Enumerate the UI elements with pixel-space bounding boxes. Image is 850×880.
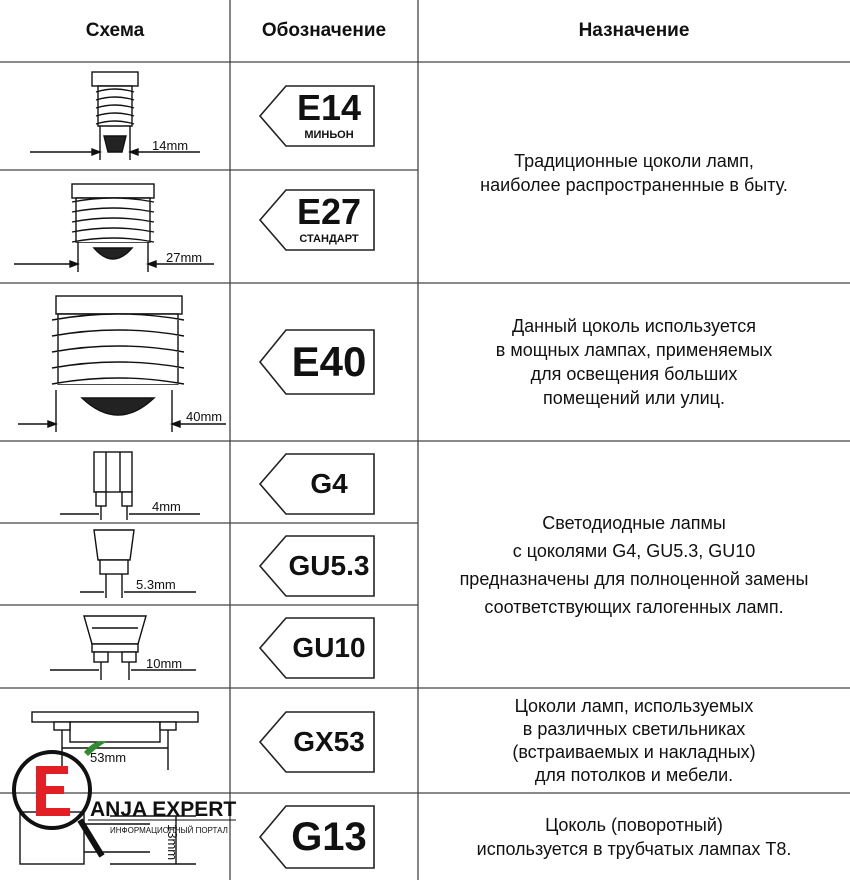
desc-line: наиболее распространенные в быту. xyxy=(480,174,788,195)
dimension-e14: 14mm xyxy=(152,138,189,153)
desc-line: Цоколь (поворотный) xyxy=(545,814,723,835)
dimension-gx53: 53mm xyxy=(90,750,127,765)
description-g13 xyxy=(418,793,850,880)
tag-g4 xyxy=(256,454,376,514)
desc-line: для потолков и мебели. xyxy=(534,764,734,785)
desc-line: помещений или улиц. xyxy=(543,388,725,408)
dimension-g13: 13mm xyxy=(165,824,180,861)
desc-line: для освещения больших xyxy=(530,364,738,384)
description-e40 xyxy=(418,283,850,441)
header-purpose: Назначение xyxy=(578,20,690,41)
tag-code: E40 xyxy=(291,338,367,385)
desc-line: в мощных лампах, применяемых xyxy=(495,340,773,360)
header-designation: Обозначение xyxy=(261,20,387,41)
tag-code: GU10 xyxy=(292,632,366,663)
tag-code: G4 xyxy=(310,468,348,499)
tag-code: E27 xyxy=(296,191,362,232)
tag-e14 xyxy=(256,86,376,146)
tag-g13 xyxy=(256,806,376,868)
tag-code: E14 xyxy=(296,87,362,128)
desc-line: с цоколями G4, GU5.3, GU10 xyxy=(512,540,756,561)
tag-gu53 xyxy=(256,536,376,596)
tag-subtitle: МИНЬОН xyxy=(304,129,354,141)
desc-line: Данный цоколь используется xyxy=(511,316,757,336)
desc-line: предназначены для полноценной замены xyxy=(459,568,809,589)
desc-line: используется в трубчатых лампах Т8. xyxy=(476,838,792,859)
desc-line: Цоколи ламп, используемых xyxy=(514,695,754,716)
dimension-e40: 40mm xyxy=(186,409,223,424)
desc-line: (встраиваемых и накладных) xyxy=(512,741,756,762)
tag-code: GX53 xyxy=(293,726,365,757)
description-led xyxy=(418,441,850,688)
logo-tagline: ИНФОРМАЦИОННЫЙ ПОРТАЛ xyxy=(110,826,228,835)
description-traditional xyxy=(418,62,850,283)
dimension-e27: 27mm xyxy=(166,250,203,265)
description-gx53 xyxy=(418,688,850,793)
desc-line: Светодиодные лапмы xyxy=(542,512,726,533)
tag-gu10 xyxy=(256,618,376,678)
logo-name: ANJA EXPERT xyxy=(90,798,237,821)
desc-line: в различных светильниках xyxy=(522,718,746,739)
tag-gx53 xyxy=(256,712,376,772)
desc-line: соответствующих галогенных ламп. xyxy=(484,596,784,617)
tag-code: G13 xyxy=(291,815,367,859)
header-scheme: Схема xyxy=(85,20,145,41)
tag-e27 xyxy=(256,190,376,250)
tag-subtitle: СТАНДАРТ xyxy=(299,233,359,245)
dimension-gu53: 5.3mm xyxy=(136,577,176,592)
dimension-g4: 4mm xyxy=(152,499,181,514)
tag-code: GU5.3 xyxy=(288,550,370,581)
desc-line: Традиционные цоколи ламп, xyxy=(514,150,754,171)
tag-e40 xyxy=(256,330,376,394)
dimension-gu10: 10mm xyxy=(146,656,183,671)
